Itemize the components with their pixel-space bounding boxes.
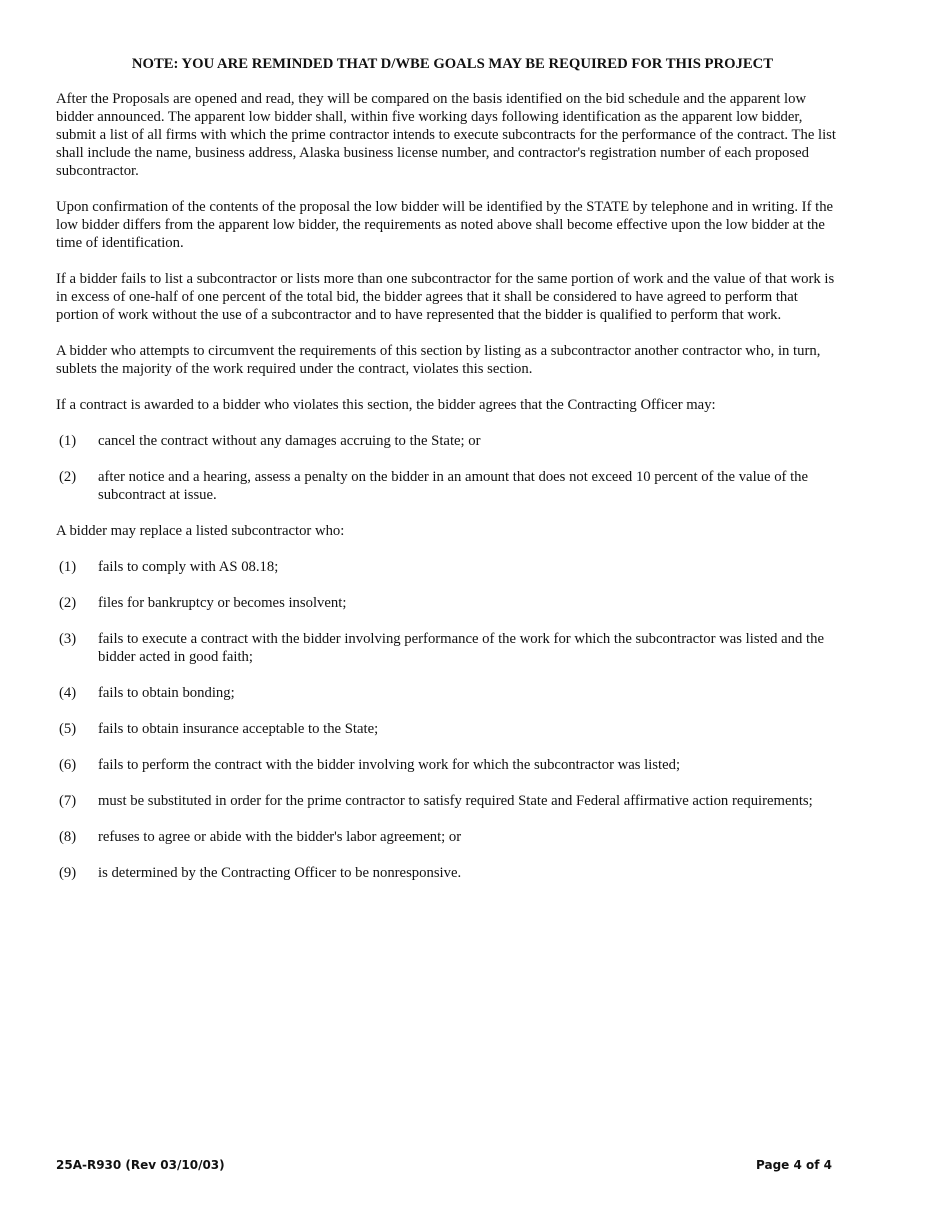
- list-item-text: refuses to agree or abide with the bidder's labor agreement; or: [98, 829, 462, 845]
- list-item-number: (9): [59, 865, 77, 881]
- paragraph-replacement-intro: A bidder may replace a listed subcontractor who:: [56, 523, 345, 539]
- form-revision-id: 25A-R930 (Rev 03/10/03): [56, 1158, 225, 1172]
- page-footer: [56, 1158, 832, 1172]
- list-item-text: fails to execute a contract with the bidder involving performance of the work for which the subcontractor was listed and the bidder acted in good faith;: [98, 631, 824, 665]
- list-item-text: must be substituted in order for the prime contractor to satisfy required State and Federal affirmative action requirements;: [98, 793, 813, 809]
- list-item-number: (2): [59, 595, 77, 611]
- list-item-text: is determined by the Contracting Officer to be nonresponsive.: [98, 865, 462, 881]
- paragraph-failure-to-list: If a bidder fails to list a subcontractor or lists more than one subcontractor for the same portion of work and the value of that work is in excess of one-half of one percent of the total bid, the bidder agrees that it shall be considered to have agreed to perform that portion of work without the use of a subcontractor and to have represented that the bidder is qualified to perform that work.: [56, 271, 835, 323]
- list-item: [56, 558, 841, 576]
- list-item-number: (1): [59, 433, 77, 449]
- list-item-number: (4): [59, 685, 77, 701]
- list-item: [56, 828, 841, 846]
- paragraph-violation-remedies-intro: If a contract is awarded to a bidder who violates this section, the bidder agrees that the Contracting Officer may:: [56, 397, 716, 413]
- list-item: [56, 684, 841, 702]
- list-item-number: (2): [59, 469, 77, 485]
- document-page: [56, 56, 841, 900]
- page-number: Page 4 of 4: [756, 1158, 832, 1172]
- list-item: [56, 792, 841, 810]
- list-item-number: (6): [59, 757, 77, 773]
- list-item-text: fails to obtain insurance acceptable to the State;: [98, 721, 379, 737]
- paragraph-proposal-comparison: After the Proposals are opened and read, they will be compared on the basis identified on the bid schedule and the apparent low bidder announced. The apparent low bidder shall, within five working days following identification as the apparent low bidder, submit a list of all firms with which the prime contractor intends to execute subcontracts for the performance of the contract. The list shall include the name, business address, Alaska business license number, and contractor's registration number of each proposed subcontractor.: [56, 91, 836, 179]
- list-item: [56, 468, 841, 504]
- list-item: [56, 432, 841, 450]
- list-item: [56, 720, 841, 738]
- list-item: [56, 594, 841, 612]
- list-item-number: (7): [59, 793, 77, 809]
- list-item-text: fails to perform the contract with the bidder involving work for which the subcontractor was listed;: [98, 757, 681, 773]
- list-item-text: files for bankruptcy or becomes insolvent;: [98, 595, 347, 611]
- list-item: [56, 630, 841, 666]
- dwbe-notice-heading: NOTE: YOU ARE REMINDED THAT D/WBE GOALS MAY BE REQUIRED FOR THIS PROJECT: [131, 56, 774, 72]
- list-item-number: (8): [59, 829, 77, 845]
- list-item-text: cancel the contract without any damages accruing to the State; or: [98, 433, 481, 449]
- list-item: [56, 756, 841, 774]
- list-item-text: fails to comply with AS 08.18;: [98, 559, 279, 575]
- list-item-text: fails to obtain bonding;: [98, 685, 235, 701]
- list-item-text: after notice and a hearing, assess a penalty on the bidder in an amount that does not exceed 10 percent of the value of the subcontract at issue.: [98, 469, 809, 503]
- list-item: [56, 864, 841, 882]
- paragraph-low-bidder-confirmation: Upon confirmation of the contents of the proposal the low bidder will be identified by the STATE by telephone and in writing. If the low bidder differs from the apparent low bidder, the requirements as noted above shall become effective upon the low bidder at the time of identification.: [56, 199, 834, 251]
- list-item-number: (3): [59, 631, 77, 647]
- list-item-number: (5): [59, 721, 77, 737]
- paragraph-circumvention: A bidder who attempts to circumvent the requirements of this section by listing as a subcontractor another contractor who, in turn, sublets the majority of the work required under the contract, violates this section.: [56, 343, 821, 377]
- list-item-number: (1): [59, 559, 77, 575]
